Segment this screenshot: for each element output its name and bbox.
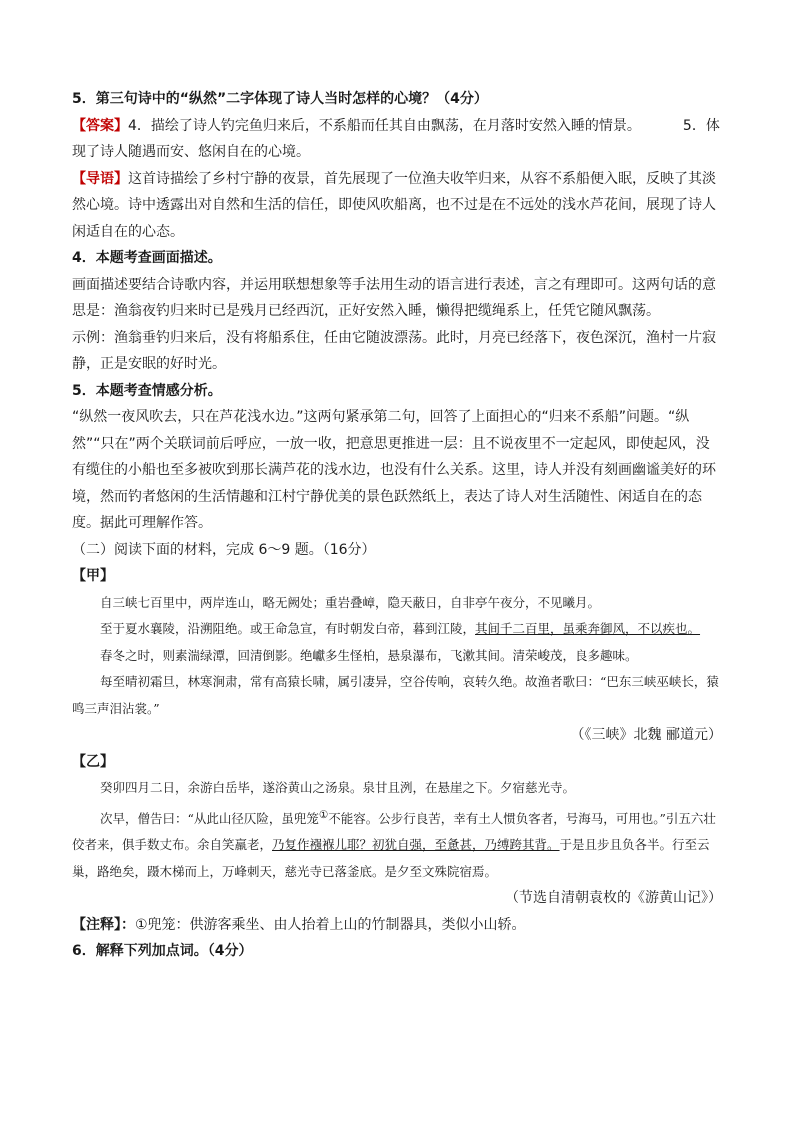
jia-paragraph-4: 每至晴初霜旦，林寒涧肃，常有高猿长啸，属引凄异，空谷传响，哀转久绝。故渔者歌曰：“巴东三峡巫峡长，猿鸣三声泪沾裳。” xyxy=(72,674,719,716)
answer-block xyxy=(72,113,722,166)
footnote-marker: ① xyxy=(318,808,329,821)
analysis-4-paragraph: 画面描述要结合诗歌内容，并运用联想想象等手法用生动的语言进行表述，言之有理即可。这两句话的意思是：渔翁夜钓归来时已是残月已经西沉，正好安然入睡，懒得把缆绳系上，任凭它随风飘荡。 xyxy=(72,276,716,319)
jia-paragraph-3: 春冬之时，则素湍绿潭，回清倒影。绝巘多生怪柏，悬泉瀑布，飞漱其间。清荣峻茂，良多趣味。 xyxy=(100,647,638,663)
answer-tag: 【答案】 xyxy=(72,117,128,134)
yi-paragraph-2 xyxy=(72,802,722,886)
yi-p2-text-c: 于是且步且负各半。行至云巢，路绝矣，蹑木梯而上，万峰刺天，慈光寺已落釜底。是夕至文殊院宿焉。 xyxy=(72,837,710,879)
answer-5: 5．体现了诗人随遇而安、悠闲自在的心境。 xyxy=(72,117,720,160)
section-2-heading: （二）阅读下面的材料，完成 6～9 题。（16分） xyxy=(72,541,376,558)
guide-text: 这首诗描绘了乡村宁静的夜景，首先展现了一位渔夫收竿归来，从容不系船便入眠，反映了其淡然心境。诗中透露出对自然和生活的信任，即使风吹船离，也不过是在不远处的浅水芦花间，展现了诗人闲适自在的心态。 xyxy=(72,170,716,240)
question-6: 6．解释下列加点词。（4分） xyxy=(72,943,253,960)
jia-p2-underlined: 其间千二百里，虽乘奔御风，不以疾也。 xyxy=(475,621,701,636)
yi-tag: 【乙】 xyxy=(72,753,114,770)
note-block xyxy=(72,912,722,939)
yi-source: （节选自清朝袁枚的《游黄山记》） xyxy=(505,890,722,907)
jia-p2-text: 至于夏水襄陵，沿溯阻绝。或王命急宣，有时朝发白帝，暮到江陵， xyxy=(100,621,476,636)
jia-paragraph-2 xyxy=(72,616,722,643)
yi-p2-text-a: 次早，僧告曰：“从此山径仄险，虽兜笼 xyxy=(100,810,319,826)
guide-block xyxy=(72,166,722,246)
answer-4: 4．描绘了诗人钓完鱼归来后，不系船而任其自由飘荡，在月落时安然入睡的情景。 xyxy=(128,117,641,134)
jia-tag: 【甲】 xyxy=(72,568,114,584)
jia-paragraph-1: 自三峡七百里中，两岸连山，略无阙处；重岩叠嶂，隐天蔽日，自非亭午夜分，不见曦月。 xyxy=(100,594,601,610)
question-5: 5．第三句诗中的“纵然”二字体现了诗人当时怎样的心境？（4分） xyxy=(72,91,488,107)
note-text: ①兜笼：供游客乘坐、由人抬着上山的竹制器具，类似小山轿。 xyxy=(135,916,526,933)
jia-source: （《三峡》北魏 郦道元） xyxy=(570,727,722,743)
analysis-5-paragraph: “纵然一夜风吹去，只在芦花浅水边。”这两句紧承第二句，回答了上面担心的“归来不系船”问题。“纵然”“只在”两个关联词前后呼应，一放一收，把意思更推进一层：且不说夜里不一定起风，即使起风，没有缆住的小船也至多被吹到那长满芦花的浅水边，也没有什么关系。这里，诗人并没有刻画幽谧美好的环境，然而钓者悠闲的生活情趣和江村宁静优美的景色跃然纸上，表达了诗人对生活随性、闲适自在的态度。据此可理解作答。 xyxy=(72,409,716,531)
guide-tag: 【导语】 xyxy=(72,170,128,187)
document-content xyxy=(72,86,722,965)
yi-paragraph-1: 癸卯四月二日，余游白岳毕，遂浴黄山之汤泉。泉甘且洌，在悬崖之下。夕宿慈光寺。 xyxy=(100,780,576,795)
yi-p2-text-b: 不能容。公步行良苦，幸有土人惯负客者，号海马，可用也。”引五六壮佼者来，俱手数丈布。余自笑羸老， xyxy=(72,810,716,853)
yi-p2-underlined: 乃复作襁褓儿耶？初犹自强，至惫甚，乃缚跨其背。 xyxy=(272,837,560,853)
analysis-4-example: 示例：渔翁垂钓归来后，没有将船系住，任由它随波漂荡。此时，月亮已经落下，夜色深沉，渔村一片寂静，正是安眠的好时光。 xyxy=(72,329,716,372)
note-tag: 【注释】： xyxy=(72,916,135,933)
analysis-4-heading: 4．本题考查画面描述。 xyxy=(72,250,222,266)
analysis-5-heading: 5．本题考查情感分析。 xyxy=(72,382,222,399)
